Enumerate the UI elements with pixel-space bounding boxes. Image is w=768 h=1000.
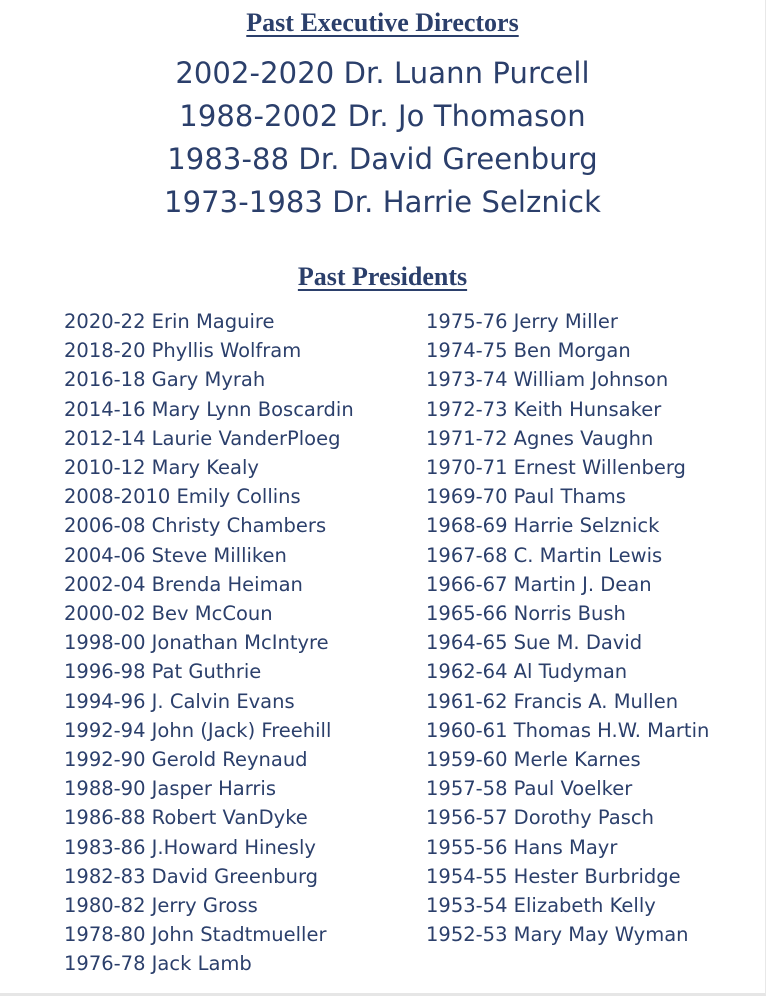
president-entry: 1964-65 Sue M. David (426, 631, 643, 655)
executive-director-entry: 2002-2020 Dr. Luann Purcell (175, 56, 590, 90)
president-entry: 1988-90 Jasper Harris (64, 777, 277, 801)
president-entry: 1978-80 John Stadtmueller (64, 923, 327, 947)
president-entry: 1959-60 Merle Karnes (426, 748, 641, 772)
president-entry: 2016-18 Gary Myrah (64, 368, 266, 392)
president-entry: 1962-64 Al Tudyman (426, 660, 628, 684)
president-entry: 2002-04 Brenda Heiman (64, 572, 303, 596)
president-entry: 1975-76 Jerry Miller (426, 310, 618, 333)
president-entry: 1983-86 J.Howard Hinesly (64, 835, 316, 859)
executive-director-entry: 1973-1983 Dr. Harrie Selznick (164, 185, 601, 219)
president-entry: 1953-54 Elizabeth Kelly (426, 894, 656, 918)
presidents-left-column (64, 307, 354, 979)
president-entry: 1970-71 Ernest Willenberg (426, 456, 686, 480)
president-entry: 1968-69 Harrie Selznick (426, 514, 660, 538)
president-entry: 2004-06 Steve Milliken (64, 543, 287, 567)
president-entry: 2012-14 Laurie VanderPloeg (64, 426, 341, 450)
president-entry: 2010-12 Mary Kealy (64, 456, 259, 480)
executive-directors-list (0, 52, 765, 224)
president-entry: 1974-75 Ben Morgan (426, 339, 631, 363)
president-entry: 1954-55 Hester Burbridge (426, 864, 681, 888)
president-entry: 1992-94 John (Jack) Freehill (64, 718, 332, 742)
president-entry: 2014-16 Mary Lynn Boscardin (64, 397, 354, 421)
president-entry: 1965-66 Norris Bush (426, 602, 626, 626)
executive-directors-heading: Past Executive Directors (246, 8, 519, 37)
president-entry: 1957-58 Paul Voelker (426, 777, 633, 801)
president-entry: 2020-22 Erin Maguire (64, 310, 275, 333)
president-entry: 1961-62 Francis A. Mullen (426, 689, 679, 713)
president-entry: 1992-90 Gerold Reynaud (64, 748, 308, 772)
president-entry: 1986-88 Robert VanDyke (64, 806, 308, 830)
president-entry: 1994-96 J. Calvin Evans (64, 689, 295, 713)
president-entry: 1960-61 Thomas H.W. Martin (426, 718, 710, 742)
president-entry: 1971-72 Agnes Vaughn (426, 426, 654, 450)
president-entry: 1955-56 Hans Mayr (426, 835, 618, 859)
president-entry: 2000-02 Bev McCoun (64, 602, 273, 626)
presidents-right-column (426, 307, 709, 949)
president-entry: 1952-53 Mary May Wyman (426, 923, 689, 947)
president-entry: 2018-20 Phyllis Wolfram (64, 339, 302, 363)
executive-director-entry: 1983-88 Dr. David Greenburg (167, 142, 598, 176)
president-entry: 2006-08 Christy Chambers (64, 514, 327, 538)
president-entry: 1996-98 Pat Guthrie (64, 660, 262, 684)
president-entry: 1980-82 Jerry Gross (64, 894, 258, 918)
president-entry: 1998-00 Jonathan McIntyre (64, 631, 329, 655)
past-presidents-heading: Past Presidents (297, 262, 468, 291)
president-entry: 1972-73 Keith Hunsaker (426, 397, 662, 421)
president-entry: 1982-83 David Greenburg (64, 864, 319, 888)
president-entry: 1967-68 C. Martin Lewis (426, 543, 663, 567)
president-entry: 1976-78 Jack Lamb (64, 952, 252, 976)
president-entry: 1956-57 Dorothy Pasch (426, 806, 654, 830)
president-entry: 1966-67 Martin J. Dean (426, 572, 652, 596)
president-entry: 1969-70 Paul Thams (426, 485, 626, 509)
president-entry: 1973-74 William Johnson (426, 368, 669, 392)
executive-director-entry: 1988-2002 Dr. Jo Thomason (179, 99, 586, 133)
president-entry: 2008-2010 Emily Collins (64, 485, 301, 509)
